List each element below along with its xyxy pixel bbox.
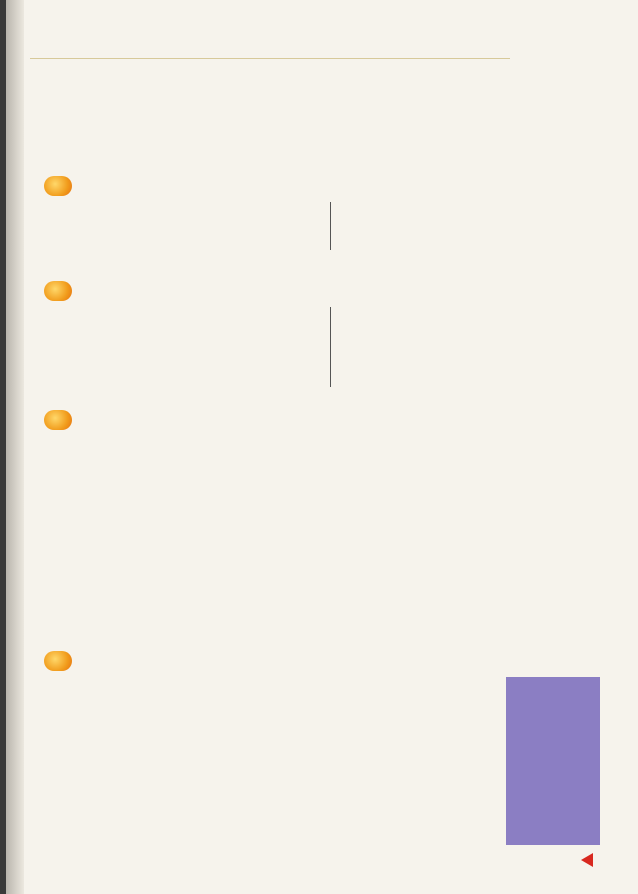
section-f-body <box>40 307 600 387</box>
page-arrow-icon <box>581 853 593 867</box>
section-h-badge <box>44 651 72 671</box>
word-bank <box>506 677 600 845</box>
workbook-page <box>6 0 638 894</box>
column-divider <box>330 202 331 250</box>
section-e-badge <box>44 176 72 196</box>
header-rule <box>30 58 510 59</box>
book-spine-shadow <box>6 0 24 894</box>
section-g-badge <box>44 410 72 430</box>
column-divider <box>330 307 331 387</box>
section-e-body <box>40 202 600 252</box>
section-f-badge <box>44 281 72 301</box>
page-header <box>30 38 610 68</box>
